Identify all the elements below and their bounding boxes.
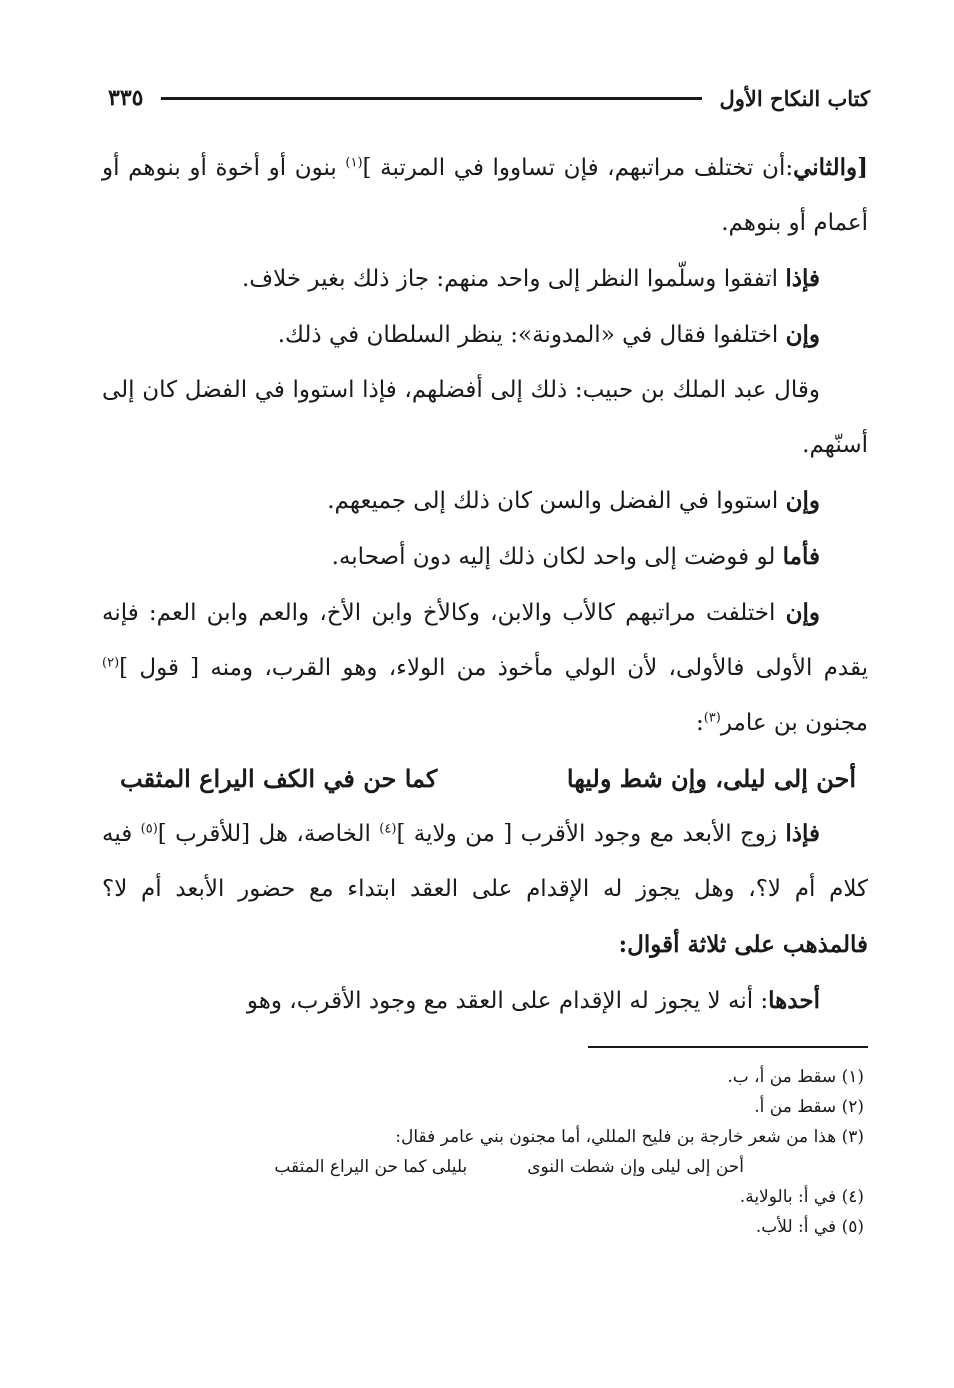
footnote-2: (٢) سقط من أ. <box>754 1097 864 1117</box>
footnote-verse <box>102 1152 864 1182</box>
main-text <box>102 140 868 1029</box>
paragraph-text: :أن تختلف مراتبهم، فإن تساووا في المرتبة ] <box>362 155 794 181</box>
paragraph-lead: فأما <box>782 543 820 570</box>
footnote-separator <box>588 1046 868 1048</box>
paragraph-6 <box>102 529 868 585</box>
footnote-verse-first: أحن إلى ليلى وإن شطت النوى <box>527 1157 744 1177</box>
paragraph-text: زوج الأبعد مع وجود الأقرب [ من ولاية ] <box>396 821 786 847</box>
paragraph-lead: أحدها <box>768 987 820 1014</box>
paragraph-text-tail: الخاصة، هل [للأقرب ] <box>157 821 380 847</box>
footnote-ref: (٢) <box>102 655 120 671</box>
verse-second-hemistich: كما حن في الكف اليراع المثقب <box>120 764 438 793</box>
footnote-4: (٤) في أ: بالولاية. <box>739 1187 864 1207</box>
footnote-1: (١) سقط من أ، ب. <box>727 1067 864 1087</box>
paragraph-text: : أنه لا يجوز له الإقدام على العقد مع وجود الأقرب، وهو <box>246 988 769 1014</box>
paragraph-lead: [والثاني <box>793 154 869 181</box>
paragraph-bold-tail: فالمذهب على ثلاثة أقوال: <box>618 931 868 958</box>
paragraph-text: استووا في الفضل والسن كان ذلك إلى جميعهم. <box>327 488 786 514</box>
paragraph-lead: وإن <box>785 321 820 348</box>
footnote-5: (٥) في أ: للأب. <box>755 1217 864 1237</box>
paragraph-text: وقال عبد الملك بن حبيب: ذلك إلى أفضلهم، فإذا استووا في الفضل كان إلى أسنّهم. <box>102 377 868 458</box>
footnote-verse-second: بليلى كما حن اليراع المثقب <box>274 1157 468 1177</box>
paragraph-text: اختلفوا فقال في «المدونة»: ينظر السلطان في ذلك. <box>277 322 786 348</box>
paragraph-text-tail: : <box>695 710 704 736</box>
verse-first-hemistich: أحن إلى ليلى، وإن شط وليها <box>566 764 856 793</box>
paragraph-text-tail: فيه كلام أم لا؟، وهل يجوز له الإقدام على العقد ابتداء مع حضور الأبعد أم لا؟ <box>102 821 868 902</box>
paragraph-1 <box>102 140 868 251</box>
paragraph-8 <box>102 806 868 973</box>
paragraph-lead: وإن <box>785 487 820 514</box>
paragraph-2 <box>102 251 868 307</box>
paragraph-3 <box>102 307 868 363</box>
chapter-title: كتاب النكاح الأول <box>719 85 870 111</box>
footnote-ref: (٥) <box>140 821 158 837</box>
paragraph-text-tail: بنون أو أخوة أو بنوهم أو أعمام أو بنوهم. <box>102 155 868 236</box>
page-number: ٣٣٥ <box>108 85 144 111</box>
paragraph-lead: وإن <box>785 599 820 626</box>
paragraph-text: اختلفت مراتبهم كالأب والابن، وكالأخ وابن الأخ، والعم وابن العم: فإنه يقدم الأولى فالأولى، لأن الولي مأخوذ من الولاء، وهو القرب، ومنه [ قول ] <box>102 600 868 681</box>
poetry-verse <box>102 751 868 806</box>
paragraph-5 <box>102 473 868 529</box>
running-header <box>108 78 870 118</box>
paragraph-4 <box>102 363 868 473</box>
footnote-3: (٣) هذا من شعر خارجة بن فليح المللي، أما مجنون بني عامر فقال: <box>395 1127 864 1147</box>
footnotes <box>102 1062 864 1242</box>
paragraph-9 <box>102 973 868 1029</box>
paragraph-lead: فإذا <box>785 265 820 292</box>
footnote-ref: (٣) <box>703 710 721 726</box>
footnote-ref: (١) <box>345 155 363 171</box>
paragraph-text-tail: مجنون بن عامر <box>720 710 868 736</box>
paragraph-text: لو فوضت إلى واحد لكان ذلك إليه دون أصحابه. <box>331 544 783 570</box>
paragraph-text: اتفقوا وسلّموا النظر إلى واحد منهم: جاز ذلك بغير خلاف. <box>241 266 786 292</box>
footnote-ref: (٤) <box>379 821 397 837</box>
paragraph-7 <box>102 585 868 751</box>
paragraph-lead: فإذا <box>785 820 821 847</box>
header-rule <box>161 97 701 100</box>
